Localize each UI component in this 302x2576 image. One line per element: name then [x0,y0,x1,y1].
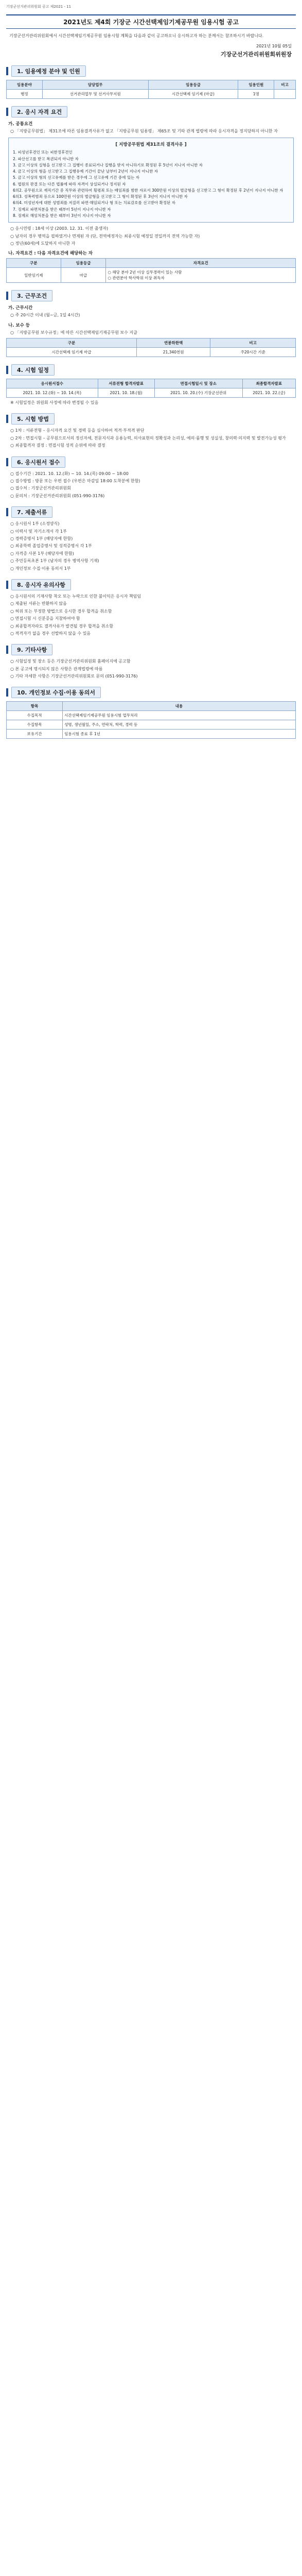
list-item: ○ 개인정보 수집·이용 동의서 1부 [10,566,71,571]
schedule-table: 응시원서접수 서류전형 합격자발표 면접시험일시 및 장소 최종합격자발표 2021. 10. 12.(화) ~ 10. 14.(목) 2021. 10. 18.(월) 2021. 10. 20.(수) 기장군선관위 2021. 10. 22.(금) [6,379,296,398]
section-1-heading: 1. 임용예정 분야 및 인원 [6,65,296,77]
table-row: 보유기간 임용시험 종료 후 1년 [7,730,296,739]
paragraph: ○ 응시연령 : 18세 이상 (2003. 12. 31. 이전 출생자) [10,226,109,231]
list-item: ○ 시험일정 및 장소 등은 기장군선거관리위원회 홈페이지에 공고함 [10,659,131,664]
paragraph: ○ 「지방공무원 보수규정」에 따른 시간선택제임기제공무원 보수 지급 [10,330,137,335]
section-5-heading: 5. 시험 방법 [6,413,296,425]
list-item: ○ 경력증명서 1부 (해당자에 한함) [10,536,73,541]
section-8-heading: 8. 응시자 유의사항 [6,579,296,590]
list-item: ○ 허위 또는 부정한 방법으로 응시한 경우 합격을 취소함 [10,608,112,614]
list-item: ○ 응시원서 1부 (소정양식) [10,521,60,527]
list-item: ○ 면접시험 시 신분증을 지참하여야 함 [10,616,80,621]
document-header: 기장군선거관리위원회 공고 제2021 - 11 [6,5,72,9]
paragraph: ○ 문의처 : 기장군선거관리위원회 (051-990-3176) [10,493,105,498]
table-row: 2021. 10. 12.(화) ~ 10. 14.(목) 2021. 10. 18.(월) 2021. 10. 20.(수) 기장군선관위 2021. 10. 22.(금) [7,388,296,398]
paragraph: ○ 접수처 : 기장군선거관리위원회 [10,486,71,491]
list-item: ○ 본 공고에 명시되지 않은 사항은 관계법령에 따름 [10,666,103,671]
subheading: 나. 보수 등 [8,323,30,328]
section-7-heading: 7. 제출서류 [6,506,296,518]
section-9-heading: 9. 기타사항 [6,644,296,655]
section-3-heading: 3. 근무조건 [6,290,296,301]
organization-name: 기장군선거관리위원회위원장 [220,51,292,58]
paragraph: ○ 「지방공무원법」 제31조에 따른 임용결격사유가 없고 「지방공무원 임용령」 제65조 및 기타 관계 법령에 따라 응시자격을 정지당하지 아니한 자 [10,129,278,133]
schedule-note: ※ 시험일정은 위원회 사정에 따라 변경될 수 있음 [10,400,99,405]
subheading: 가. 근무시간 [8,306,33,311]
list-item: ○ 최종학력 졸업증명서 및 성적증명서 각 1부 [10,544,92,549]
section-2-heading: 2. 응시 자격 요건 [6,106,296,117]
positions-table: 임용분야 담당업무 임용등급 임용인원 비고 행정 선거관리업무 및 선거사무지원 시간선택제 임기제 (마급) 1명 [6,80,296,99]
table-row: 수집목적 시간선택제임기제공무원 임용시험 업무처리 [7,711,296,720]
list-item: ○ 주민등록초본 1부 (남자의 경우 병역사항 기재) [10,558,99,564]
table-row: 시간선택제 임기제 마급 21,340천원 주20시간 기준 [7,348,296,357]
intro-text: 기장군선거관리위원회에서 시간선택제임기제공무원 임용시험 계획을 다음과 같이 공고하오니 응시하고자 하는 분께서는 참조하시기 바랍니다. [9,33,264,38]
section-6-heading: 6. 응시원서 접수 [6,456,296,468]
paragraph: ○ 정년(60세)에 도달하지 아니한 자 [10,241,76,246]
paragraph: ○ 2차 : 면접시험 – 공무원으로서의 정신자세, 전문지식과 응용능력, 의사표현의 정확성과 논리성, 예의·품행 및 성실성, 창의력·의지력 및 발전가능성 평가 [10,435,286,440]
salary-table: 구분 연봉하한액 비고 시간선택제 임기제 마급 21,340천원 주20시간 기준 [6,338,296,357]
list-item: ○ 이력서 및 자기소개서 각 1부 [10,529,67,534]
qualification-table: 구분 임용등급 자격요건 일반임기제 마급 ○ 해당 분야 2년 이상 실무경력이 있는 사람 ○ 관련분야 학사학위 이상 취득자 [6,258,296,283]
paragraph: ○ 접수기간 : 2021. 10. 12.(화) ~ 10. 14.(목) 09:00 ~ 18:00 [10,471,129,476]
paragraph: ○ 주 20시간 이내 (월~금, 1일 4시간) [10,313,80,318]
paragraph: ○ 접수방법 : 방문 또는 우편 접수 (우편은 마감일 18:00 도착분에 한함) [10,479,140,484]
page-title: 2021년도 제4회 기장군 시간선택제임기제공무원 임용시험 공고 [6,14,296,29]
subheading: 나. 자격요건 : 다음 자격요건에 해당하는 자 [8,251,93,257]
list-item: ○ 제출된 서류는 반환하지 않음 [10,601,67,606]
list-item: ○ 자격증 사본 1부 (해당자에 한함) [10,551,74,556]
disqualification-box: [ 지방공무원법 제31조의 결격사유 ] 1. 피성년후견인 또는 피한정후견인 2. 파산선고를 받고 복권되지 아니한 자 3. 금고 이상의 실형을 선고받고 그 집행이 종료되거나 집행을 받지 아니하기로 확정된 후 5년이 지나지 아니한 자 4. 금고 이상의 형을 선고받고 그 집행유예 기간이 끝난 날부터 2년이 지나지 아니한 자 5. 금고 이상의 형의 선고유예를 받은 경우에 그 선고유예 기간 중에 있는 자 6. 법원의 판결 또는 다른 법률에 따라 자격이 상실되거나 정지된 자 6의2. 공무원으로 재직기간 중 직무와 관련하여 횡령죄 또는 배임죄를 범한 자로서 300만원 이상의 벌금형을 선고받고 그 형이 확정된 후 2년이 지나지 아니한 자 6의3. 성폭력범죄 등으로 100만원 이상의 벌금형을 선고받고 그 형이 확정된 후 3년이 지나지 아니한 자 6의4. 미성년자에 대한 성범죄를 저질러 파면·해임되거나 형 또는 치료감호를 선고받아 확정된 자 7. 징계로 파면처분을 받은 때부터 5년이 지나지 아니한 자 8. 징계로 해임처분을 받은 때부터 3년이 지나지 아니한 자 [8,138,294,223]
list-item: ○ 최종합격자라도 결격사유가 발견될 경우 합격을 취소함 [10,623,113,629]
table-row: 행정 선거관리업무 및 선거사무지원 시간선택제 임기제 (마급) 1명 [7,90,296,99]
table-row: 수집항목 성명, 생년월일, 주소, 연락처, 학력, 경력 등 [7,720,296,730]
privacy-table: 항목 내용 수집목적 시간선택제임기제공무원 임용시험 업무처리 수집항목 성명, 생년월일, 주소, 연락처, 학력, 경력 등 보유기간 임용시험 종료 후 1년 [6,701,296,739]
list-item: ○ 기타 자세한 사항은 기장군선거관리위원회로 문의 (051-990-3176) [10,674,138,679]
table-row: 일반임기제 마급 ○ 해당 분야 2년 이상 실무경력이 있는 사람 ○ 관련분야 학사학위 이상 취득자 [7,268,296,283]
subheading: 가. 공통요건 [8,122,33,127]
paragraph: ○ 1차 : 서류전형 – 응시자격 요건 및 경력 등을 심사하여 적격·부적격 판단 [10,428,145,433]
paragraph: ○ 최종합격자 결정 : 면접시험 성적 순위에 따라 결정 [10,443,105,448]
section-10-heading: 10. 개인정보 수집·이용 동의서 [6,687,296,698]
section-4-heading: 4. 시험 일정 [6,364,296,376]
paragraph: ○ 남자의 경우 병역을 필하였거나 면제된 자 (단, 전역예정자는 최종시험 예정일 전일까지 전역 가능한 자) [10,233,200,239]
list-item: ○ 응시원서의 기재사항 착오 또는 누락으로 인한 불이익은 응시자 책임임 [10,594,141,599]
announcement-date: 2021년 10월 05일 [256,44,292,48]
list-item: ○ 적격자가 없을 경우 선발하지 않을 수 있음 [10,631,91,636]
